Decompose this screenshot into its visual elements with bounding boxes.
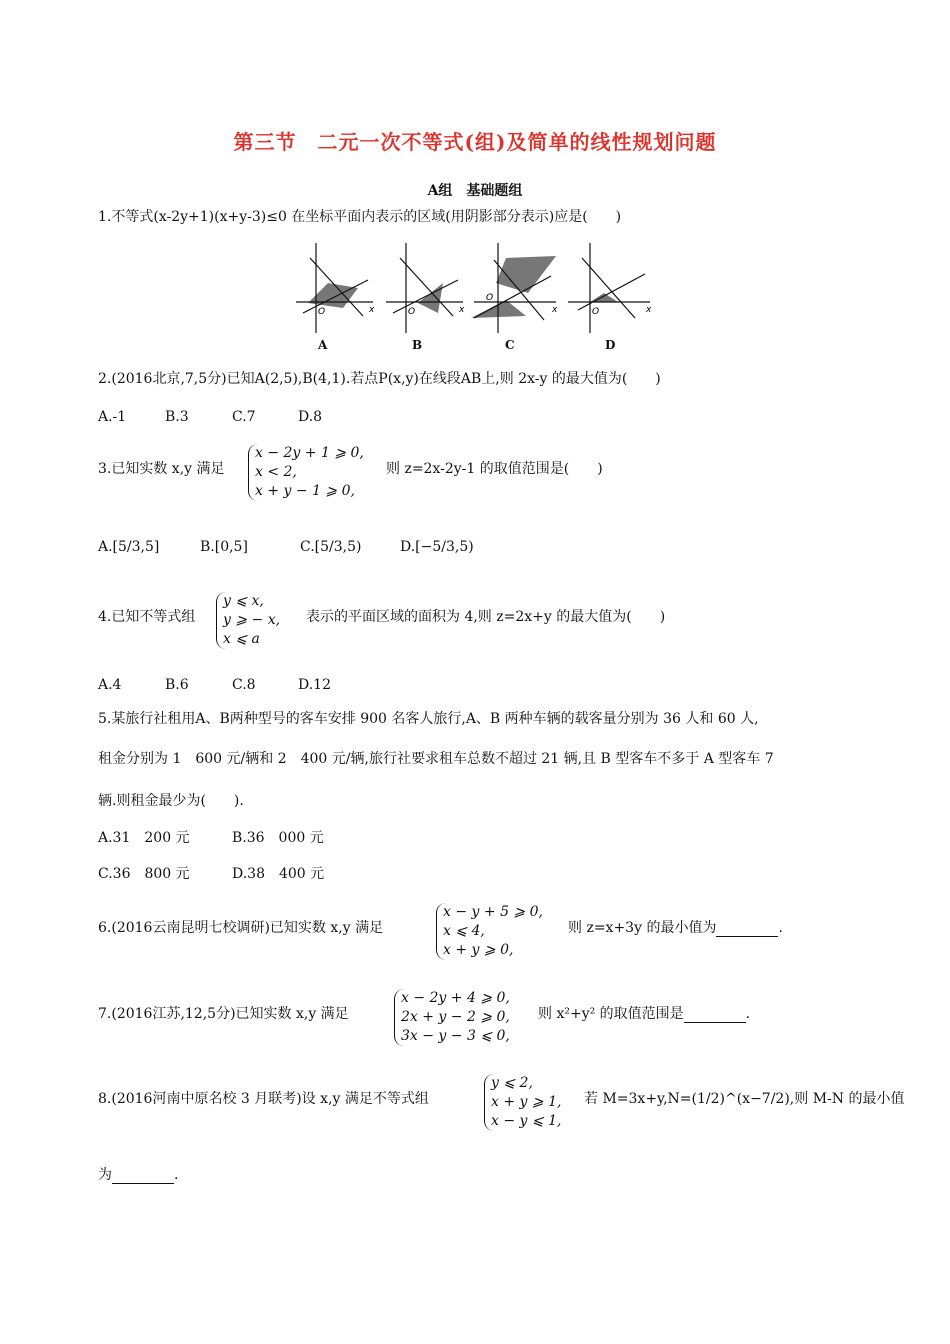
q2-option-d: D.8 [298, 409, 323, 425]
figure-a [296, 243, 375, 333]
origin-label-b: O [408, 307, 416, 317]
q8-suffix: 若 M=3x+y,N=(1/2)^(x−7/2),则 M-N 的最小值 [584, 1091, 905, 1107]
q3-prefix: 3.已知实数 x,y 满足 [98, 461, 225, 477]
origin-label-d: O [592, 307, 600, 317]
q3-option-a: A.[5/3,5] [98, 539, 160, 555]
x-label-a: x [369, 305, 375, 315]
figure-label-a: A [318, 338, 328, 352]
figure-label-d: D [605, 338, 616, 352]
q5-option-a: A.31 200 元 [98, 830, 190, 846]
q6-system: x − y + 5 ⩾ 0, x ⩽ 4, x + y ⩾ 0, [436, 903, 543, 960]
q8-system: y ⩽ 2, x + y ⩾ 1, x − y ⩽ 1, [484, 1074, 561, 1131]
figure-label-b: B [412, 338, 423, 352]
q5-option-b: B.36 000 元 [232, 830, 324, 846]
q1-figures [288, 238, 668, 338]
q6-answer-blank[interactable] [716, 922, 778, 937]
q7-suffix: 则 x²+y² 的取值范围是 . [538, 1006, 751, 1022]
origin-label-c: O [486, 293, 494, 303]
q5-option-c: C.36 800 元 [98, 866, 190, 882]
x-label-b: x [459, 305, 465, 315]
q2-option-b: B.3 [165, 409, 189, 425]
q2-option-c: C.7 [232, 409, 256, 425]
figure-label-c: C [505, 338, 515, 352]
origin-label-a: O [318, 307, 326, 317]
q8-line-2: 为 . [98, 1167, 179, 1183]
q4-prefix: 4.已知不等式组 [98, 609, 196, 625]
question-2: 2.(2016北京,7,5分)已知A(2,5),B(4,1).若点P(x,y)在线段AB上,则 2x-y 的最大值为( ) [98, 371, 661, 387]
figure-c [471, 243, 558, 333]
q8-answer-blank[interactable] [112, 1169, 174, 1184]
q8-prefix: 8.(2016河南中原名校 3 月联考)设 x,y 满足不等式组 [98, 1091, 429, 1107]
q4-option-c: C.8 [232, 677, 256, 693]
q2-option-a: A.-1 [98, 409, 127, 425]
q5-option-d: D.38 400 元 [232, 866, 325, 882]
q4-option-b: B.6 [165, 677, 189, 693]
question-1: 1.不等式(x-2y+1)(x+y-3)≤0 在坐标平面内表示的区域(用阴影部分表示)应是( ) [98, 209, 622, 225]
q4-option-a: A.4 [98, 677, 122, 693]
section-heading: A组 基础题组 [427, 183, 523, 199]
q6-suffix: 则 z=x+3y 的最小值为 . [568, 920, 783, 936]
q7-answer-blank[interactable] [684, 1008, 746, 1023]
q5-line-1: 5.某旅行社租用A、B两种型号的客车安排 900 名客人旅行,A、B 两种车辆的载客量分别为 36 人和 60 人, [98, 711, 759, 727]
page-title: 第三节 二元一次不等式(组)及简单的线性规划问题 [233, 130, 717, 154]
q4-system: y ⩽ x, y ⩾ − x, x ⩽ a [216, 592, 280, 649]
figure-d [568, 243, 652, 333]
q3-option-b: B.[0,5] [200, 539, 248, 555]
q4-suffix: 表示的平面区域的面积为 4,则 z=2x+y 的最大值为( ) [306, 609, 666, 625]
q5-line-3: 辆.则租金最少为( ). [98, 793, 244, 809]
figure-b [386, 243, 465, 333]
q3-option-d: D.[−5/3,5) [400, 539, 474, 555]
q7-system: x − 2y + 4 ⩾ 0, 2x + y − 2 ⩾ 0, 3x − y − 3 ⩽ 0, [394, 989, 510, 1046]
q4-option-d: D.12 [298, 677, 331, 693]
x-label-c: x [552, 305, 558, 315]
q5-line-2: 租金分别为 1 600 元/辆和 2 400 元/辆,旅行社要求租车总数不超过 21 辆,且 B 型客车不多于 A 型客车 7 [98, 751, 774, 767]
q7-prefix: 7.(2016江苏,12,5分)已知实数 x,y 满足 [98, 1006, 349, 1022]
q6-prefix: 6.(2016云南昆明七校调研)已知实数 x,y 满足 [98, 920, 384, 936]
q3-option-c: C.[5/3,5) [300, 539, 362, 555]
q3-suffix: 则 z=2x-2y-1 的取值范围是( ) [386, 461, 603, 477]
q3-system: x − 2y + 1 ⩾ 0, x < 2, x + y − 1 ⩾ 0, [248, 444, 364, 501]
x-label-d: x [646, 305, 652, 315]
